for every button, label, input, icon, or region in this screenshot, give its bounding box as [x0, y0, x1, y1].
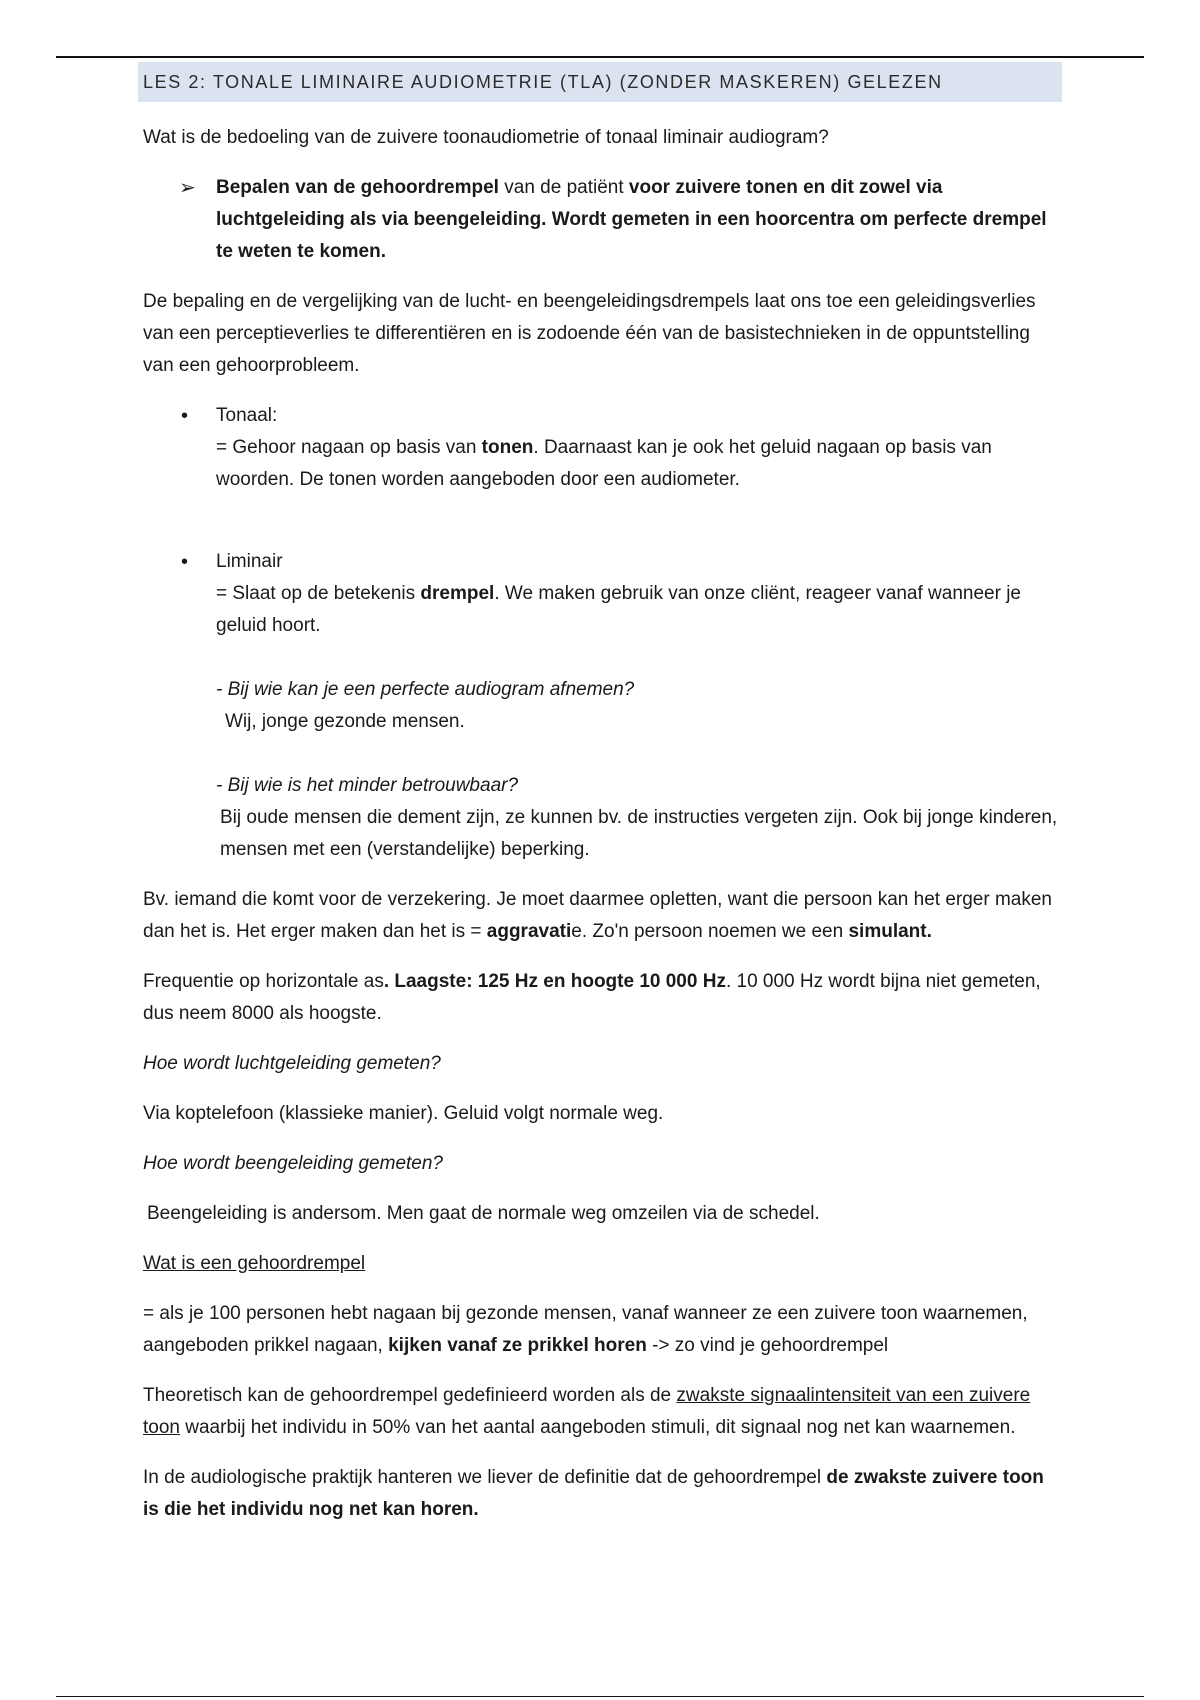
bullet-icon: • [181, 551, 189, 573]
answer-air-conduction: Via koptelefoon (klassieke manier). Geluid volgt normale weg. [143, 1103, 664, 1124]
tonaal-title: Tonaal: [216, 405, 278, 426]
tonaal-definition: = Gehoor nagaan op basis van tonen. Daarnaast kan je ook het geluid nagaan op basis van woorden. De tonen worden aangeboden door een audiometer. [216, 437, 992, 490]
arrow-bold-2: voor zuivere tonen en dit zowel via luchtgeleiding als via beengeleiding. Wordt gemeten in een hoorcentra om perfecte drempel te weten te komen. [216, 177, 1047, 262]
question-less-reliable: - Bij wie is het minder betrouwbaar? [216, 775, 519, 796]
liminair-title: Liminair [216, 551, 283, 572]
arrow-text-1: van de patiënt [498, 177, 629, 198]
document-page [143, 62, 1063, 1544]
section-heading: LES 2: TONALE LIMINAIRE AUDIOMETRIE (TLA) (ZONDER MASKEREN) GELEZEN [138, 62, 1062, 102]
paragraph-threshold-theory: Theoretisch kan de gehoordrempel gedefinieerd worden als de zwakste signaalintensiteit van een zuivere toon waarbij het individu in 50% van het aantal aangeboden stimuli, dit signaal nog net kan waarnemen. [143, 1385, 1031, 1438]
answer-perfect-audiogram: Wij, jonge gezonde mensen. [225, 711, 465, 732]
top-rule [56, 56, 1144, 58]
bullet-tonaal [143, 400, 1063, 496]
question-perfect-audiogram: - Bij wie kan je een perfecte audiogram afnemen? [216, 679, 635, 700]
bullet-liminair [143, 546, 1063, 866]
paragraph-insurance: Bv. iemand die komt voor de verzekering. Je moet daarmee opletten, want die persoon kan het erger maken dan het is. Het erger maken dan het is = aggravatie. Zo'n persoon noemen we een simulant. [143, 889, 1052, 942]
answer-bone-conduction: Beengeleiding is andersom. Men gaat de normale weg omzeilen via de schedel. [147, 1203, 820, 1224]
paragraph-differentiation: De bepaling en de vergelijking van de lucht- en beengeleidingsdrempels laat ons toe een geleidingsverlies van een perceptieverlies te differentiëren en is zodoende één van de basistechnieken in de oppuntstelling van een gehoorprobleem. [143, 291, 1036, 376]
question-threshold: Wat is een gehoordrempel [143, 1253, 366, 1274]
answer-less-reliable: Bij oude mensen die dement zijn, ze kunnen bv. de instructies vergeten zijn. Ook bij jonge kinderen, mensen met een (verstandelijke) beperking. [220, 807, 1058, 860]
paragraph-frequency: Frequentie op horizontale as. Laagste: 125 Hz en hoogte 10 000 Hz. 10 000 Hz wordt bijna niet gemeten, dus neem 8000 als hoogste. [143, 971, 1041, 1024]
question-bone-conduction: Hoe wordt beengeleiding gemeten? [143, 1153, 443, 1174]
question-air-conduction: Hoe wordt luchtgeleiding gemeten? [143, 1053, 441, 1074]
question-purpose: Wat is de bedoeling van de zuivere toonaudiometrie of tonaal liminair audiogram? [143, 127, 829, 148]
paragraph-threshold-method: = als je 100 personen hebt nagaan bij gezonde mensen, vanaf wanneer ze een zuivere toon waarnemen, aangeboden prikkel nagaan, kijken vanaf ze prikkel horen -> zo vind je gehoordrempel [143, 1303, 1028, 1356]
liminair-definition: = Slaat op de betekenis drempel. We maken gebruik van onze cliënt, reageer vanaf wanneer je geluid hoort. [216, 583, 1022, 636]
arrow-point [143, 172, 1063, 268]
arrow-bullet-icon: ➢ [179, 177, 196, 199]
arrow-bold-1: Bepalen van de gehoordrempel [216, 177, 499, 198]
paragraph-threshold-practice: In de audiologische praktijk hanteren we liever de definitie dat de gehoordrempel de zwakste zuivere toon is die het individu nog net kan horen. [143, 1467, 1044, 1520]
bullet-icon: • [181, 405, 189, 427]
bottom-rule [56, 1696, 1144, 1697]
